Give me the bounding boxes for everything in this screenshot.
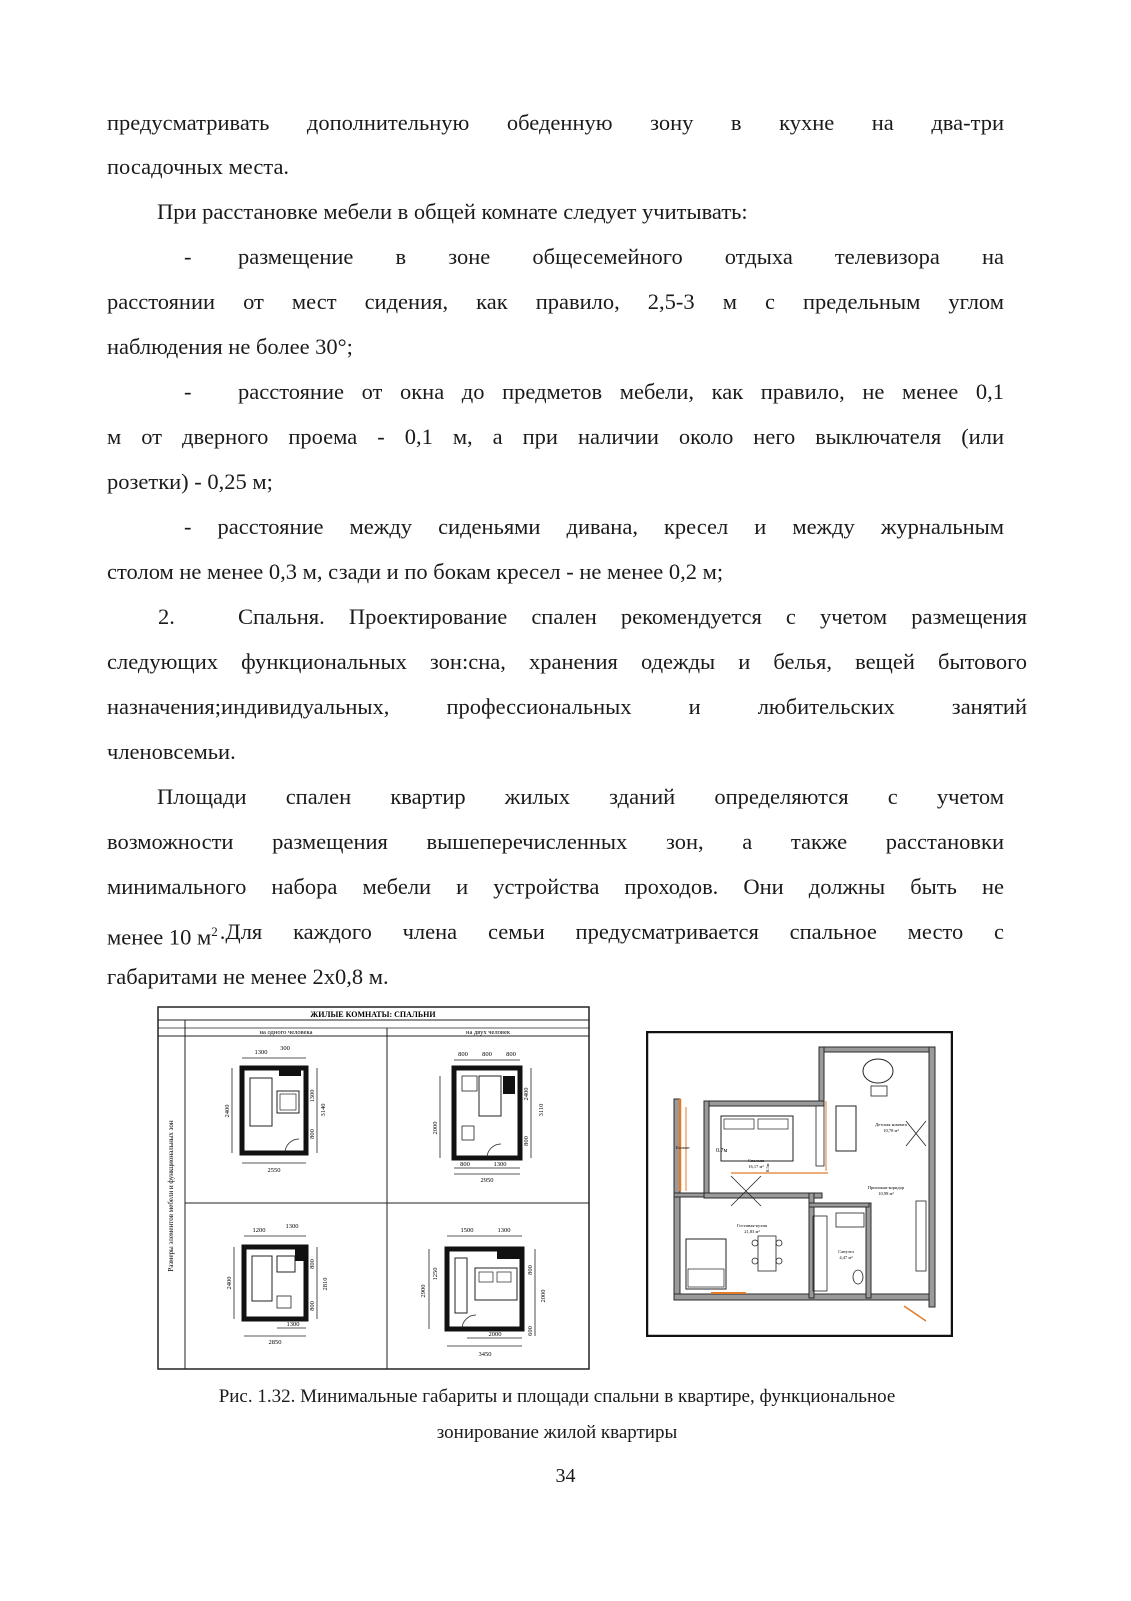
- page-number: 34: [555, 1465, 576, 1487]
- text-line-10: - расстояние между сиденьями дивана, кресел и между журнальным: [184, 514, 1004, 539]
- dim-c3-top2: 1300: [285, 1223, 299, 1230]
- apartment-plan-drawing: [646, 1031, 953, 1337]
- text-line-20: габаритами не менее 2х0,8 м.: [107, 964, 389, 989]
- dim-c4-top2: 1300: [497, 1227, 511, 1234]
- dim-c3-right3: 800: [309, 1301, 316, 1311]
- dim-c4-right2: 2000: [540, 1289, 547, 1303]
- column-two-persons: на двух человек: [466, 1029, 510, 1036]
- bedroom-dimensions-drawing: [157, 1006, 590, 1370]
- dim-c4-bottom1: 2000: [488, 1331, 502, 1338]
- label-bath-area: 4,47 м²: [839, 1255, 853, 1260]
- figure-caption-line-2: зонирование жилой квартиры: [436, 1422, 678, 1443]
- list-number-2: 2.: [158, 604, 175, 629]
- dim-c3-right1: 800: [309, 1259, 316, 1269]
- dim-c2-top2: 800: [482, 1051, 492, 1058]
- dim-c2-right2: 800: [523, 1136, 530, 1146]
- label-dim-05: 0.5м: [765, 1163, 770, 1172]
- text-line-13: следующих функциональных зон:сна, хранения одежды и белья, вещей бытового: [107, 649, 1027, 674]
- text-line-2: посадочных места.: [107, 154, 290, 179]
- dim-c4-bottom2: 3450: [478, 1351, 492, 1358]
- text-line-12: Спальня. Проектирование спален рекомендуется с учетом размещения: [238, 604, 1027, 629]
- label-bath: Санузел: [838, 1249, 854, 1254]
- text-line-1: предусматривать дополнительную обеденную зону в кухне на два-три: [107, 110, 1004, 135]
- area-value: менее 10 м: [107, 924, 212, 950]
- bullet-dash-1: -: [184, 244, 192, 269]
- dim-c1-right3: 800: [309, 1129, 316, 1139]
- column-one-person: на одного человека: [259, 1029, 313, 1036]
- dim-c4-left2: 1250: [432, 1267, 439, 1281]
- text-line-14: назначения;индивидуальных, профессиональных и любительских занятий: [107, 694, 1027, 719]
- text-line-9: розетки) - 0,25 м;: [107, 469, 273, 494]
- text-line-19-rest: .Для каждого члена семьи предусматривается спальное место с: [219, 919, 1004, 944]
- figure-header: ЖИЛЫЕ КОМНАТЫ: СПАЛЬНИ: [310, 1010, 436, 1019]
- text-line-6: наблюдения не более 30°;: [107, 334, 353, 359]
- dim-c4-left: 2900: [420, 1284, 427, 1298]
- dim-c2-bottom2: 1300: [493, 1161, 507, 1168]
- dim-c3-bottom2: 2850: [268, 1339, 282, 1346]
- dim-c2-right3: 3110: [538, 1103, 545, 1117]
- text-line-19: [107, 917, 1004, 953]
- dim-c4-right1: 800: [527, 1265, 534, 1275]
- text-line-18: минимального набора мебели и устройства проходов. Они должны быть не: [107, 874, 1004, 899]
- superscript: 2: [211, 924, 218, 939]
- dim-c2-top1: 800: [458, 1051, 468, 1058]
- text-line-8: м от дверного проема - 0,1 м, а при наличии около него выключателя (или: [107, 424, 1004, 449]
- label-hall: Прихожая-коридор: [867, 1185, 905, 1190]
- label-bedroom: Спальня: [747, 1158, 765, 1163]
- text-line-16: Площади спален квартир жилых зданий определяются с учетом: [157, 784, 1004, 809]
- text-line-3: При расстановке мебели в общей комнате следует учитывать:: [157, 199, 748, 224]
- label-kids: Детская комната: [875, 1122, 907, 1127]
- label-kids-area: 10,78 м²: [883, 1128, 899, 1133]
- dim-c3-bottom1: 1300: [286, 1321, 300, 1328]
- label-balcony: Балкон: [676, 1145, 690, 1150]
- dim-c1-right1: 1300: [309, 1089, 316, 1103]
- side-label: Размеры элементов мебели и функциональных зон: [167, 1120, 175, 1272]
- dim-c1-left: 2400: [224, 1104, 231, 1118]
- dim-c3-top1: 1200: [252, 1227, 266, 1234]
- dim-c1-right2: 3140: [320, 1103, 327, 1117]
- dim-c1-top1: 1300: [254, 1049, 268, 1056]
- text-line-5: расстоянии от мест сидения, как правило, 2,5-3 м с предельным углом: [107, 289, 1004, 314]
- dim-c2-left: 2000: [432, 1121, 439, 1135]
- text-line-11: столом не менее 0,3 м, сзади и по бокам кресел - не менее 0,2 м;: [107, 559, 724, 584]
- label-living: Гостиная-кухня: [736, 1223, 768, 1228]
- text-line-19-start: [107, 917, 218, 953]
- dim-c3-left: 2400: [226, 1276, 233, 1290]
- label-bedroom-area: 16,17 м²: [748, 1164, 764, 1169]
- text-line-4: размещение в зоне общесемейного отдыха телевизора на: [238, 244, 1004, 269]
- dim-c2-bottom3: 2950: [480, 1177, 494, 1184]
- text-line-15: членовсемьи.: [107, 739, 236, 764]
- dim-c1-top2: 300: [280, 1045, 290, 1052]
- figure-caption-line-1: Рис. 1.32. Минимальные габариты и площади спальни в квартире, функциональное: [218, 1386, 896, 1407]
- dim-c4-right3: 600: [527, 1326, 534, 1336]
- dim-c4-top1: 1500: [460, 1227, 474, 1234]
- dim-c1-bottom: 2550: [267, 1167, 281, 1174]
- dim-c3-right2: 2810: [322, 1277, 329, 1291]
- text-line-17: возможности размещения вышеперечисленных зон, а также расстановки: [107, 829, 1004, 854]
- label-living-area: 21,83 м²: [744, 1229, 760, 1234]
- dim-c2-top3: 800: [506, 1051, 516, 1058]
- dim-c2-bottom1: 800: [460, 1161, 470, 1168]
- label-hall-area: 10,98 м²: [878, 1191, 894, 1196]
- text-line-7: расстояние от окна до предметов мебели, как правило, не менее 0,1: [238, 379, 1004, 404]
- bedroom-dimensions-figure: [157, 1006, 590, 1370]
- label-dim-07: 0.7м: [716, 1148, 728, 1154]
- apartment-plan-figure: [646, 1031, 953, 1337]
- bullet-dash-2: -: [184, 379, 192, 404]
- dim-c2-right1: 2400: [523, 1087, 530, 1101]
